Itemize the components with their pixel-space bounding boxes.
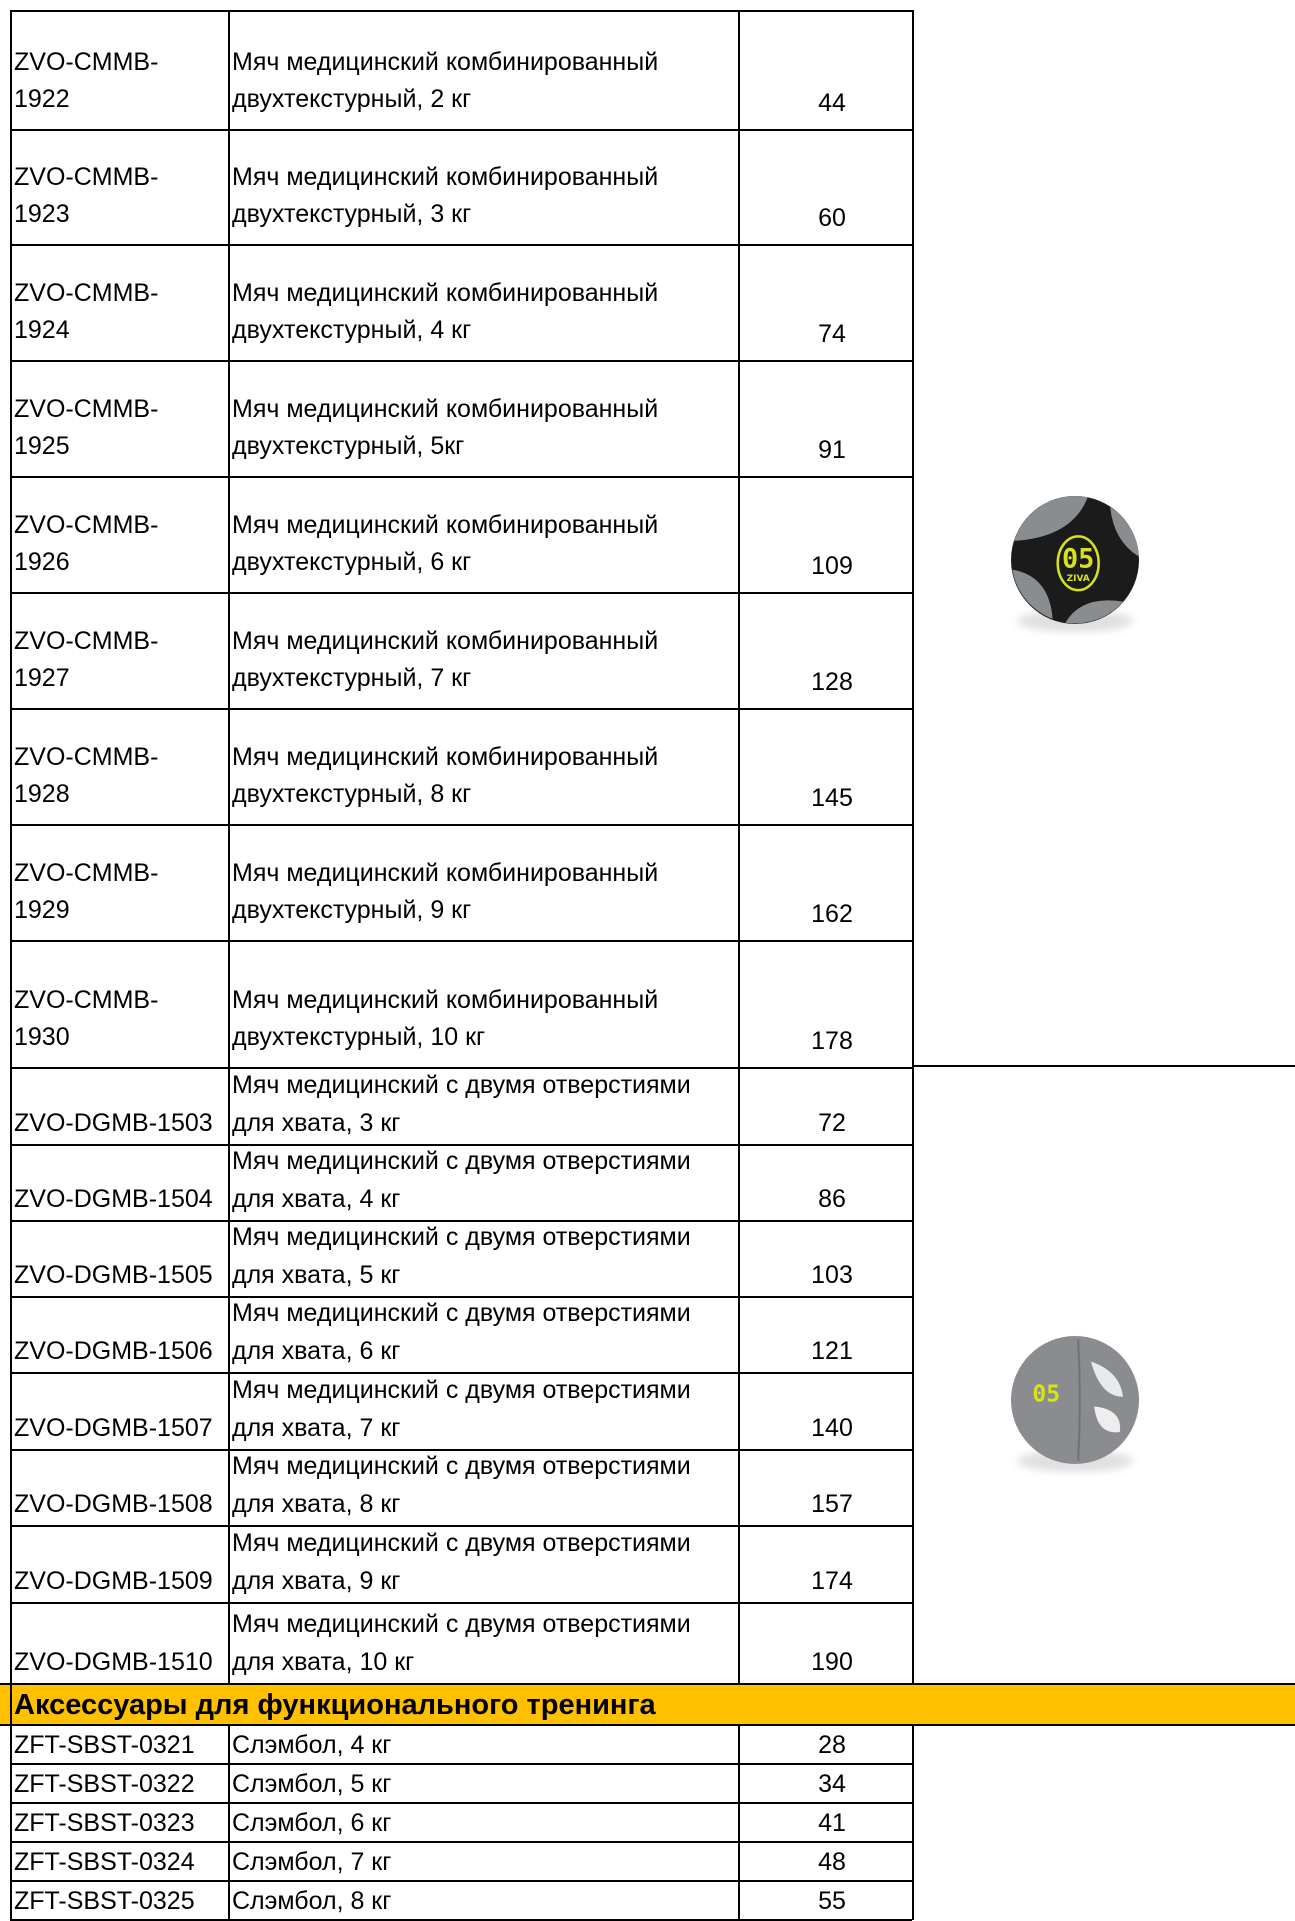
price-value: 34	[818, 1770, 846, 1798]
row-border	[10, 1880, 912, 1882]
product-code: ZFT-SBST-0321	[14, 1731, 195, 1759]
row-border	[10, 1841, 912, 1843]
product-description: для хвата, 9 кг	[232, 1567, 401, 1595]
product-description: Мяч медицинский с двумя отверстиями	[232, 1223, 691, 1251]
product-code: 1924	[14, 316, 70, 344]
section-border-bottom	[0, 1724, 1295, 1726]
price-value: 41	[818, 1809, 846, 1837]
price-value: 28	[818, 1731, 846, 1759]
ball-number: 05	[1032, 1381, 1061, 1408]
product-description: Слэмбол, 5 кг	[232, 1770, 392, 1798]
product-description: двухтекстурный, 9 кг	[232, 896, 472, 924]
product-description: Мяч медицинский с двумя отверстиями	[232, 1147, 691, 1175]
product-code: ZFT-SBST-0323	[14, 1809, 195, 1837]
product-description: для хвата, 4 кг	[232, 1185, 401, 1213]
product-code: ZFT-SBST-0324	[14, 1848, 195, 1876]
product-description: Мяч медицинский с двумя отверстиями	[232, 1071, 691, 1099]
product-description: Мяч медицинский комбинированный	[232, 627, 659, 655]
price-value: 72	[818, 1109, 846, 1137]
product-description: Мяч медицинский комбинированный	[232, 743, 659, 771]
row-border	[10, 592, 912, 594]
product-description: Мяч медицинский с двумя отверстиями	[232, 1299, 691, 1327]
product-description: Слэмбол, 4 кг	[232, 1731, 392, 1759]
product-description: двухтекстурный, 2 кг	[232, 85, 472, 113]
section-border-top	[0, 1683, 1295, 1685]
product-code: 1922	[14, 85, 70, 113]
row-border	[10, 360, 912, 362]
product-description: для хвата, 5 кг	[232, 1261, 401, 1289]
product-code: ZFT-SBST-0325	[14, 1887, 195, 1915]
product-code: 1929	[14, 896, 70, 924]
product-description: Мяч медицинский с двумя отверстиями	[232, 1452, 691, 1480]
product-description: для хвата, 3 кг	[232, 1109, 401, 1137]
column-border	[228, 10, 230, 1683]
price-value: 121	[811, 1337, 853, 1365]
product-code: ZVO-CMMB-	[14, 743, 159, 771]
price-value: 178	[811, 1027, 853, 1055]
product-code: ZVO-DGMB-1504	[14, 1185, 213, 1213]
product-description: для хвата, 10 кг	[232, 1648, 415, 1676]
row-border	[10, 1802, 912, 1804]
product-description: Мяч медицинский с двумя отверстиями	[232, 1376, 691, 1404]
product-code: ZVO-CMMB-	[14, 163, 159, 191]
product-code: ZVO-DGMB-1503	[14, 1109, 213, 1137]
product-description: Мяч медицинский комбинированный	[232, 859, 659, 887]
product-description: двухтекстурный, 10 кг	[232, 1023, 486, 1051]
product-code: ZVO-CMMB-	[14, 395, 159, 423]
column-border	[10, 10, 12, 1920]
row-border	[10, 244, 912, 246]
price-value: 174	[811, 1567, 853, 1595]
product-description: Мяч медицинский комбинированный	[232, 48, 659, 76]
product-code: ZVO-DGMB-1508	[14, 1490, 213, 1518]
product-code: ZVO-DGMB-1506	[14, 1337, 213, 1365]
product-code: ZVO-CMMB-	[14, 627, 159, 655]
medicine-ball-icon	[1009, 494, 1141, 626]
product-code: ZVO-CMMB-	[14, 279, 159, 307]
product-description: Слэмбол, 6 кг	[232, 1809, 392, 1837]
price-value: 190	[811, 1648, 853, 1676]
price-value: 48	[818, 1848, 846, 1876]
grip-medicine-ball-icon	[1009, 1334, 1141, 1466]
price-value: 74	[818, 320, 846, 348]
price-value: 109	[811, 552, 853, 580]
brand-logo: ZIVA	[1066, 574, 1090, 585]
product-description: двухтекстурный, 8 кг	[232, 780, 472, 808]
product-description: Мяч медицинский с двумя отверстиями	[232, 1529, 691, 1557]
product-code: ZVO-DGMB-1509	[14, 1567, 213, 1595]
product-description: Мяч медицинский комбинированный	[232, 511, 659, 539]
product-code: 1928	[14, 780, 70, 808]
column-border	[228, 1726, 230, 1920]
price-value: 162	[811, 900, 853, 928]
price-value: 86	[818, 1185, 846, 1213]
section-header	[0, 1683, 1295, 1726]
price-value: 157	[811, 1490, 853, 1518]
product-code: 1923	[14, 200, 70, 228]
price-value: 128	[811, 668, 853, 696]
row-border	[10, 129, 912, 131]
row-border	[10, 940, 912, 942]
product-description: Мяч медицинский комбинированный	[232, 986, 659, 1014]
product-code: ZVO-CMMB-	[14, 859, 159, 887]
row-border	[10, 708, 912, 710]
price-value: 103	[811, 1261, 853, 1289]
product-code: 1925	[14, 432, 70, 460]
section-header-label: Аксессуары для функционального тренинга	[14, 1689, 656, 1721]
ball-number: 05	[1062, 543, 1095, 575]
row-border	[10, 1602, 912, 1604]
product-code: 1930	[14, 1023, 70, 1051]
price-value: 60	[818, 204, 846, 232]
product-description: двухтекстурный, 3 кг	[232, 200, 472, 228]
row-border	[10, 1763, 912, 1765]
product-code: 1926	[14, 548, 70, 576]
product-code: ZFT-SBST-0322	[14, 1770, 195, 1798]
product-description: для хвата, 7 кг	[232, 1414, 401, 1442]
row-border	[10, 824, 912, 826]
price-value: 44	[818, 89, 846, 117]
product-description: двухтекстурный, 4 кг	[232, 316, 472, 344]
product-description: двухтекстурный, 7 кг	[232, 664, 472, 692]
column-border	[912, 1726, 914, 1920]
product-description: Мяч медицинский комбинированный	[232, 395, 659, 423]
column-border	[738, 1726, 740, 1920]
product-description: для хвата, 8 кг	[232, 1490, 401, 1518]
product-description: двухтекстурный, 5кг	[232, 432, 465, 460]
product-code: ZVO-DGMB-1510	[14, 1648, 213, 1676]
product-description: Мяч медицинский комбинированный	[232, 163, 659, 191]
product-code: ZVO-CMMB-	[14, 48, 159, 76]
price-value: 145	[811, 784, 853, 812]
column-border	[912, 10, 914, 1683]
column-border	[738, 10, 740, 1683]
product-description: Слэмбол, 7 кг	[232, 1848, 392, 1876]
row-border	[10, 476, 912, 478]
product-description: Мяч медицинский комбинированный	[232, 279, 659, 307]
product-code: 1927	[14, 664, 70, 692]
product-description: для хвата, 6 кг	[232, 1337, 401, 1365]
price-value: 140	[811, 1414, 853, 1442]
row-border	[10, 10, 912, 12]
product-code: ZVO-CMMB-	[14, 986, 159, 1014]
price-value: 91	[818, 436, 846, 464]
product-description: Мяч медицинский с двумя отверстиями	[232, 1610, 691, 1638]
product-description: Слэмбол, 8 кг	[232, 1887, 392, 1915]
price-value: 55	[818, 1887, 846, 1915]
product-code: ZVO-CMMB-	[14, 511, 159, 539]
product-code: ZVO-DGMB-1507	[14, 1414, 213, 1442]
image-cell-border	[912, 1065, 1295, 1067]
product-description: двухтекстурный, 6 кг	[232, 548, 472, 576]
product-code: ZVO-DGMB-1505	[14, 1261, 213, 1289]
